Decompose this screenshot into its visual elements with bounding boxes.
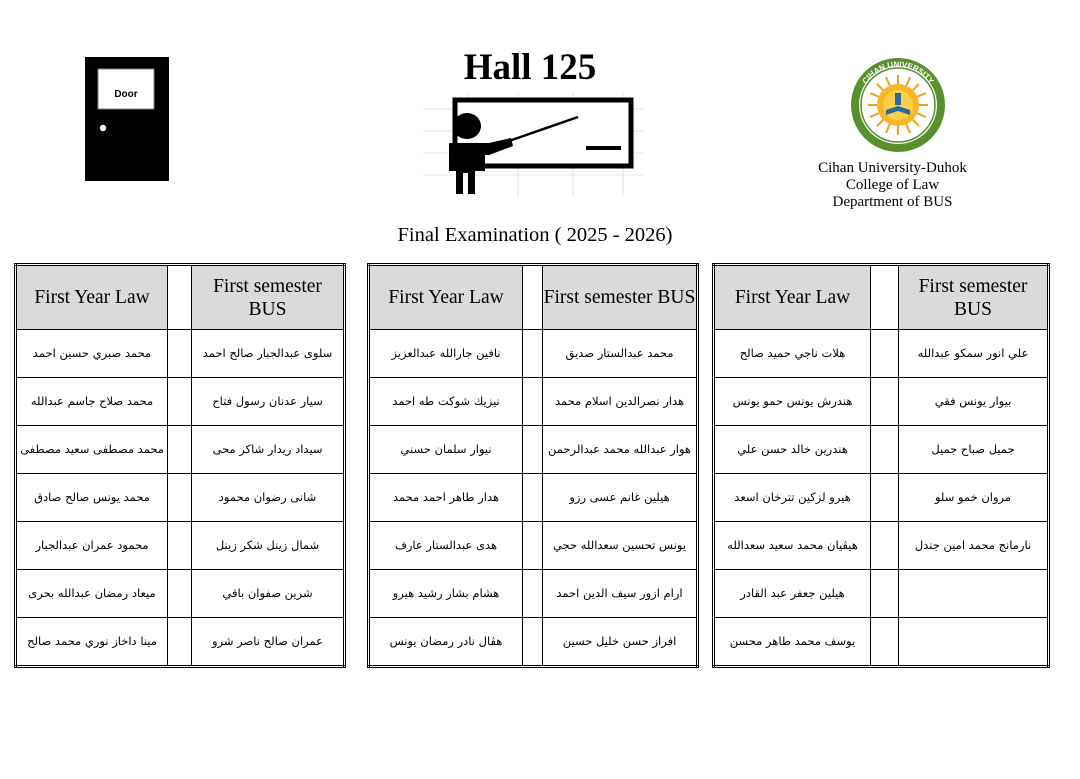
table-row [714, 474, 1049, 522]
table-row [369, 378, 698, 426]
student-name: ميعاد رمضان عبدالله بحرى [28, 586, 156, 600]
col-header-first-year-law: First Year Law [714, 265, 871, 330]
logo-text: CIHAN UNIVERSITY [860, 59, 936, 86]
table-row [714, 618, 1049, 667]
student-name: هدار نصرالدين اسلام محمد [554, 394, 685, 408]
spacer-cell [168, 330, 192, 378]
table-row [369, 426, 698, 474]
spacer-cell [871, 426, 899, 474]
spacer-cell [168, 522, 192, 570]
table-row [16, 378, 345, 426]
spacer-cell [523, 426, 543, 474]
col-header-first-semester-bus: First semester BUS [543, 265, 698, 330]
table-header-row [16, 265, 345, 330]
table-row [16, 330, 345, 378]
spacer-column [168, 265, 192, 330]
student-name: محمود عمران عبدالجبار [35, 538, 149, 552]
spacer-cell [523, 618, 543, 667]
student-name: شرين صفوان باقي [222, 586, 313, 600]
spacer-cell [523, 330, 543, 378]
spacer-cell [168, 474, 192, 522]
spacer-cell [168, 618, 192, 667]
teacher-board-icon [423, 93, 643, 197]
student-name: بيوار يونس فقي [934, 394, 1012, 408]
student-name: سيار عدنان رسول فتاح [212, 394, 323, 408]
student-name: سلوى عبدالجبار صالح احمد [202, 346, 333, 360]
table-row [369, 570, 698, 618]
student-name: هشام بشار رشيد هيرو [392, 586, 500, 600]
spacer-cell [168, 426, 192, 474]
student-name: هڤال نادر رمضان يونس [389, 634, 503, 648]
spacer-cell [871, 378, 899, 426]
table-row [369, 330, 698, 378]
table-row [16, 570, 345, 618]
spacer-cell [871, 618, 899, 667]
university-logo [842, 55, 954, 155]
spacer-column [523, 265, 543, 330]
student-name: هيلين جعفر عبد القادر [740, 586, 845, 600]
spacer-cell [871, 570, 899, 618]
student-name: عمران صالح ناصر شرو [211, 634, 323, 648]
student-name: هيلين غانم عسى رزو [569, 490, 670, 504]
student-name: شانى رضوان محمود [218, 490, 317, 504]
student-name: مينا داخاز نوري محمد صالح [27, 634, 157, 648]
student-name: نيزيك شوكت طه احمد [392, 394, 500, 408]
seating-table-3 [712, 263, 1050, 668]
spacer-cell [871, 474, 899, 522]
spacer-cell [523, 474, 543, 522]
student-name: محمد مصطفى سعيد مصطفى [20, 442, 164, 456]
table-row [16, 426, 345, 474]
seating-table-1 [14, 263, 346, 668]
table-header-row [714, 265, 1049, 330]
college-name: College of Law [845, 177, 940, 193]
table-row [714, 330, 1049, 378]
student-name: نافين جارالله عبدالعزيز [391, 346, 501, 360]
student-name: هوار عبدالله محمد عبدالرحمن [548, 442, 691, 456]
student-name: محمد عبدالستار صديق [565, 346, 674, 360]
table-row [714, 570, 1049, 618]
seating-table-2 [367, 263, 699, 668]
student-name: ارام ازور سيف الدين احمد [556, 586, 683, 600]
student-name: افراز حسن خليل حسين [562, 634, 677, 648]
spacer-cell [168, 570, 192, 618]
student-name: يونس تحسين سعدالله حجي [552, 538, 687, 552]
student-name: مروان خمو سلو [934, 490, 1012, 504]
university-name: Cihan University-Duhok [818, 160, 967, 176]
student-name: محمد صبري حسين احمد [32, 346, 152, 360]
col-header-first-semester-bus: First semester BUS [192, 265, 345, 330]
spacer-column [871, 265, 899, 330]
student-name: شمال زينل شكر زينل [215, 538, 320, 552]
spacer-cell [168, 378, 192, 426]
student-name: محمد يونس صالح صادق [34, 490, 150, 504]
student-name: هلات ناجي حميد صالح [739, 346, 846, 360]
student-name: علي انور سمكو عبدالله [917, 346, 1029, 360]
university-info [790, 160, 995, 211]
col-header-first-semester-bus: First semester BUS [899, 265, 1049, 330]
table-row [714, 522, 1049, 570]
table-row [369, 522, 698, 570]
student-name: يوسف محمد طاهر محسن [729, 634, 856, 648]
student-name: جميل صباح جميل [931, 442, 1015, 456]
table-row [16, 618, 345, 667]
hall-title: Hall 125 [463, 47, 597, 88]
col-header-first-year-law: First Year Law [369, 265, 523, 330]
table-row [369, 618, 698, 667]
student-name: محمد صلاح جاسم عبدالله [30, 394, 154, 408]
student-name: نيوار سلمان حسني [400, 442, 492, 456]
table-row [16, 474, 345, 522]
student-name: هندرين خالد حسن علي [737, 442, 848, 456]
exam-title: Final Examination ( 2025 - 2026) [397, 224, 673, 246]
spacer-cell [871, 330, 899, 378]
col-header-first-year-law: First Year Law [16, 265, 168, 330]
spacer-cell [523, 378, 543, 426]
spacer-cell [523, 522, 543, 570]
spacer-cell [523, 570, 543, 618]
door-label: Door [114, 89, 138, 100]
table-row [369, 474, 698, 522]
student-name: سيداد ريدار شاكر محى [212, 442, 323, 456]
student-name: هدار طاهر احمد محمد [392, 490, 500, 504]
door-icon [85, 57, 169, 181]
table-row [714, 378, 1049, 426]
department-name: Department of BUS [832, 194, 953, 210]
student-name: هندرش يونس حمو يونس [732, 394, 853, 408]
student-name: هدى عبدالستار عارف [394, 538, 498, 552]
spacer-cell [871, 522, 899, 570]
table-row [16, 522, 345, 570]
student-name: نارمانج محمد امين جندل [914, 538, 1032, 552]
student-name: هيرو لزكين تترخان اسعد [734, 490, 851, 504]
table-header-row [369, 265, 698, 330]
student-name: هيڤيان محمد سعيد سعدالله [727, 538, 858, 552]
table-row [714, 426, 1049, 474]
